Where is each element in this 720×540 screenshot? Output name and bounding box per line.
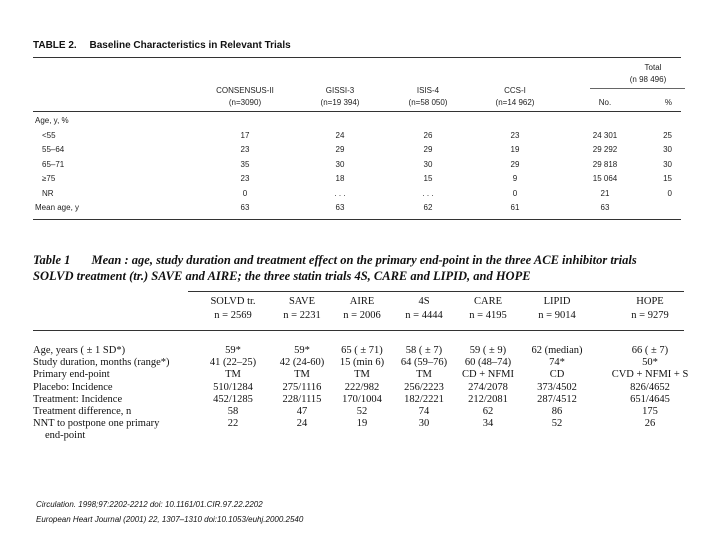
table1-cell: 30 xyxy=(418,418,430,430)
table2-col-n: (n=3090) xyxy=(228,98,262,107)
table2-row-label: ≥75 xyxy=(42,174,56,183)
table1-row-label: Age, years ( ± 1 SD*) xyxy=(33,345,126,356)
table1-col-name: AIRE xyxy=(349,296,375,307)
table1-row-label: end-point xyxy=(45,430,86,442)
table1-col-n: n = 4195 xyxy=(469,310,507,321)
table2-sub-no: No. xyxy=(598,98,612,107)
table2-cell: 0 xyxy=(242,188,248,198)
table1-cell: 52 xyxy=(356,406,368,417)
table1-cell: 65 ( ± 71) xyxy=(341,345,383,356)
table1-cell: 274/2078 xyxy=(468,381,508,393)
table1-cell: TM xyxy=(416,369,432,381)
table2-cell: 15 xyxy=(423,174,433,183)
table1-cell: 256/2223 xyxy=(404,381,444,393)
table1-cell: 86 xyxy=(551,406,563,417)
table2-total-header: Total xyxy=(644,63,662,72)
table1-cell: 52 xyxy=(551,418,563,430)
table2-cell: . . . xyxy=(334,188,346,198)
table2-bottom-rule xyxy=(33,219,681,220)
table2-cell: 17 xyxy=(240,130,250,140)
table1-col-n: n = 9279 xyxy=(631,310,669,321)
table1-cell: 510/1284 xyxy=(213,381,253,393)
table1-col-n: n = 9014 xyxy=(538,310,576,321)
table1-cell: 15 (min 6) xyxy=(339,357,385,369)
table1-row-label: NNT to postpone one primary xyxy=(33,418,160,430)
table2-total-rule xyxy=(590,88,685,89)
table2-cell: 15 xyxy=(663,174,672,183)
table2-header-rule xyxy=(33,111,681,112)
table1-cell: 34 xyxy=(482,418,494,430)
table1-cell: 287/4512 xyxy=(537,393,577,405)
table1-title-line1 xyxy=(33,253,637,268)
table1-title-label: Table 1 xyxy=(33,253,71,267)
table1-cell: 212/2081 xyxy=(468,393,508,405)
table1-cell: 26 xyxy=(644,418,656,430)
table2-col-name: GISSI-3 xyxy=(325,86,355,95)
table2-cell: 29 xyxy=(423,145,433,154)
table2-cell: 0 xyxy=(667,188,672,198)
table1-col-name: SAVE xyxy=(288,296,316,307)
table2-cell: 24 301 xyxy=(592,130,618,140)
table2-cell: . . . xyxy=(422,188,434,198)
table2-cell: 29 xyxy=(335,145,345,154)
table1-cell: 58 ( ± 7) xyxy=(405,345,443,356)
table1-cell: 47 xyxy=(296,406,308,417)
table1-top-rule xyxy=(188,291,684,292)
table1-row-label: Study duration, months (range*) xyxy=(33,357,170,369)
table1-cell: 74* xyxy=(549,357,565,369)
table2-col-name: CONSENSUS-II xyxy=(216,86,274,95)
table1-cell: 42 (24-60) xyxy=(279,357,325,369)
table1-cell: 41 (22–25) xyxy=(209,357,257,369)
table2-cell: 63 xyxy=(335,203,345,212)
table1-col-n: n = 4444 xyxy=(405,310,443,321)
table2-cell: 18 xyxy=(335,174,345,183)
citation-ehj: European Heart Journal (2001) 22, 1307–1310 doi:10.1053/euhj.2000.2540 xyxy=(36,515,304,524)
table2-col-name: ISIS-4 xyxy=(416,86,440,95)
table2-col-name: CCS-I xyxy=(504,86,526,95)
table2-cell: 30 xyxy=(423,159,433,169)
table2-cell: 35 xyxy=(240,159,250,169)
table2-cell: 23 xyxy=(240,145,250,154)
table1-cell: 66 ( ± 7) xyxy=(631,345,669,356)
table1-row-label: Treatment: Incidence xyxy=(33,393,123,405)
table1-col-name: LIPID xyxy=(543,296,571,307)
table1-cell: 74 xyxy=(418,406,430,417)
table1-cell: 651/4645 xyxy=(630,393,670,405)
table1-row-label: Placebo: Incidence xyxy=(33,381,113,393)
table2-row-label: 55–64 xyxy=(42,145,65,154)
table2-col-n: (n=58 050) xyxy=(408,98,448,107)
table1-col-name: HOPE xyxy=(636,296,664,307)
table2-cell: 63 xyxy=(600,203,610,212)
table1-cell: 60 (48–74) xyxy=(464,357,512,369)
table2-top-rule xyxy=(33,57,681,58)
table2-cell: 0 xyxy=(512,188,518,198)
table1-cell: 62 (median) xyxy=(531,345,583,356)
table1-cell: 62 xyxy=(482,406,494,417)
table1-row-label: Treatment difference, n xyxy=(33,406,132,417)
citation-circulation: Circulation. 1998;97:2202-2212 doi: 10.1161/01.CIR.97.22.2202 xyxy=(36,500,263,509)
table1-row-label: Primary end-point xyxy=(33,369,110,381)
table1-cell: 50* xyxy=(642,357,658,369)
table2-cell: 30 xyxy=(335,159,345,169)
table1-col-name: CARE xyxy=(473,296,502,307)
table1-cell: 19 xyxy=(356,418,368,430)
table1-cell: 275/1116 xyxy=(282,381,322,393)
table1-cell: 373/4502 xyxy=(537,381,577,393)
table2-cell: 30 xyxy=(663,159,672,169)
table2-cell: 29 xyxy=(510,159,520,169)
table1-cell: 64 (59–76) xyxy=(400,357,448,369)
table2-cell: 62 xyxy=(423,203,433,212)
table1-col-name: SOLVD tr. xyxy=(210,296,256,307)
table1-cell: 59* xyxy=(225,345,241,356)
table1-cell: 22 xyxy=(227,418,239,430)
table1-cell: 452/1285 xyxy=(213,393,253,405)
table2-row-label: Mean age, y xyxy=(35,203,80,212)
table1-col-n: n = 2569 xyxy=(214,310,252,321)
table2-row-label: NR xyxy=(42,188,54,198)
table1-cell: TM xyxy=(294,369,310,381)
table1-title-text: Mean : age, study duration and treatment effect on the primary end-point in the three ACE inhibitor trials xyxy=(91,253,637,267)
table1-title-line2: SOLVD treatment (tr.) SAVE and AIRE; the three statin trials 4S, CARE and LIPID, and HOPE xyxy=(33,269,531,283)
table1-cell: TM xyxy=(354,369,370,381)
table1-col-n: n = 2006 xyxy=(343,310,381,321)
table1-col-name: 4S xyxy=(418,296,430,307)
table2-cell: 23 xyxy=(510,130,520,140)
table2-cell: 24 xyxy=(335,130,345,140)
table2-cell: 19 xyxy=(510,145,520,154)
table2-sub-pct: % xyxy=(664,98,672,107)
table1-cell: CD xyxy=(549,369,565,381)
table2-title-text: Baseline Characteristics in Relevant Trials xyxy=(89,40,291,51)
table1-cell: 170/1004 xyxy=(342,393,382,405)
table2-cell: 63 xyxy=(240,203,250,212)
table1-cell: 826/4652 xyxy=(630,381,670,393)
table2-cell: 25 xyxy=(663,130,672,140)
table2-title xyxy=(33,40,291,51)
table1-cell: CVD + NFMI + S xyxy=(611,369,689,381)
table2-cell: 9 xyxy=(512,174,518,183)
table2-title-label: TABLE 2. xyxy=(33,40,77,51)
table1-cell: 175 xyxy=(642,406,658,417)
table1-cell: 228/1115 xyxy=(282,393,322,405)
table1-cell: 59 ( ± 9) xyxy=(469,345,507,356)
table1-cell: 222/982 xyxy=(344,381,380,393)
table2-cell: 15 064 xyxy=(592,174,618,183)
table1-col-n: n = 2231 xyxy=(283,310,321,321)
table2-row-label: <55 xyxy=(42,130,56,140)
table1-cell: CD + NFMI xyxy=(461,369,514,381)
table1-cell: TM xyxy=(225,369,241,381)
table2-cell: 29 818 xyxy=(592,159,618,169)
table2-cell: 30 xyxy=(663,145,672,154)
table2-cell: 29 292 xyxy=(592,145,618,154)
table2-cell: 61 xyxy=(510,203,520,212)
table2-row-label: 65–71 xyxy=(42,159,65,169)
table2-col-n: (n=19 394) xyxy=(320,98,360,107)
table2-cell: 26 xyxy=(423,130,433,140)
table1-cell: 58 xyxy=(227,406,239,417)
table1-cell: 24 xyxy=(296,418,308,430)
table1-header-rule xyxy=(33,330,684,331)
table2-col-n: (n=14 962) xyxy=(495,98,535,107)
table1-cell: 182/2221 xyxy=(404,393,444,405)
table2-row-label: Age, y, % xyxy=(35,116,69,125)
table1-cell: 59* xyxy=(294,345,310,356)
table2-cell: 21 xyxy=(600,188,610,198)
table2-total-n: (n 98 496) xyxy=(629,75,667,84)
table2-cell: 23 xyxy=(240,174,250,183)
